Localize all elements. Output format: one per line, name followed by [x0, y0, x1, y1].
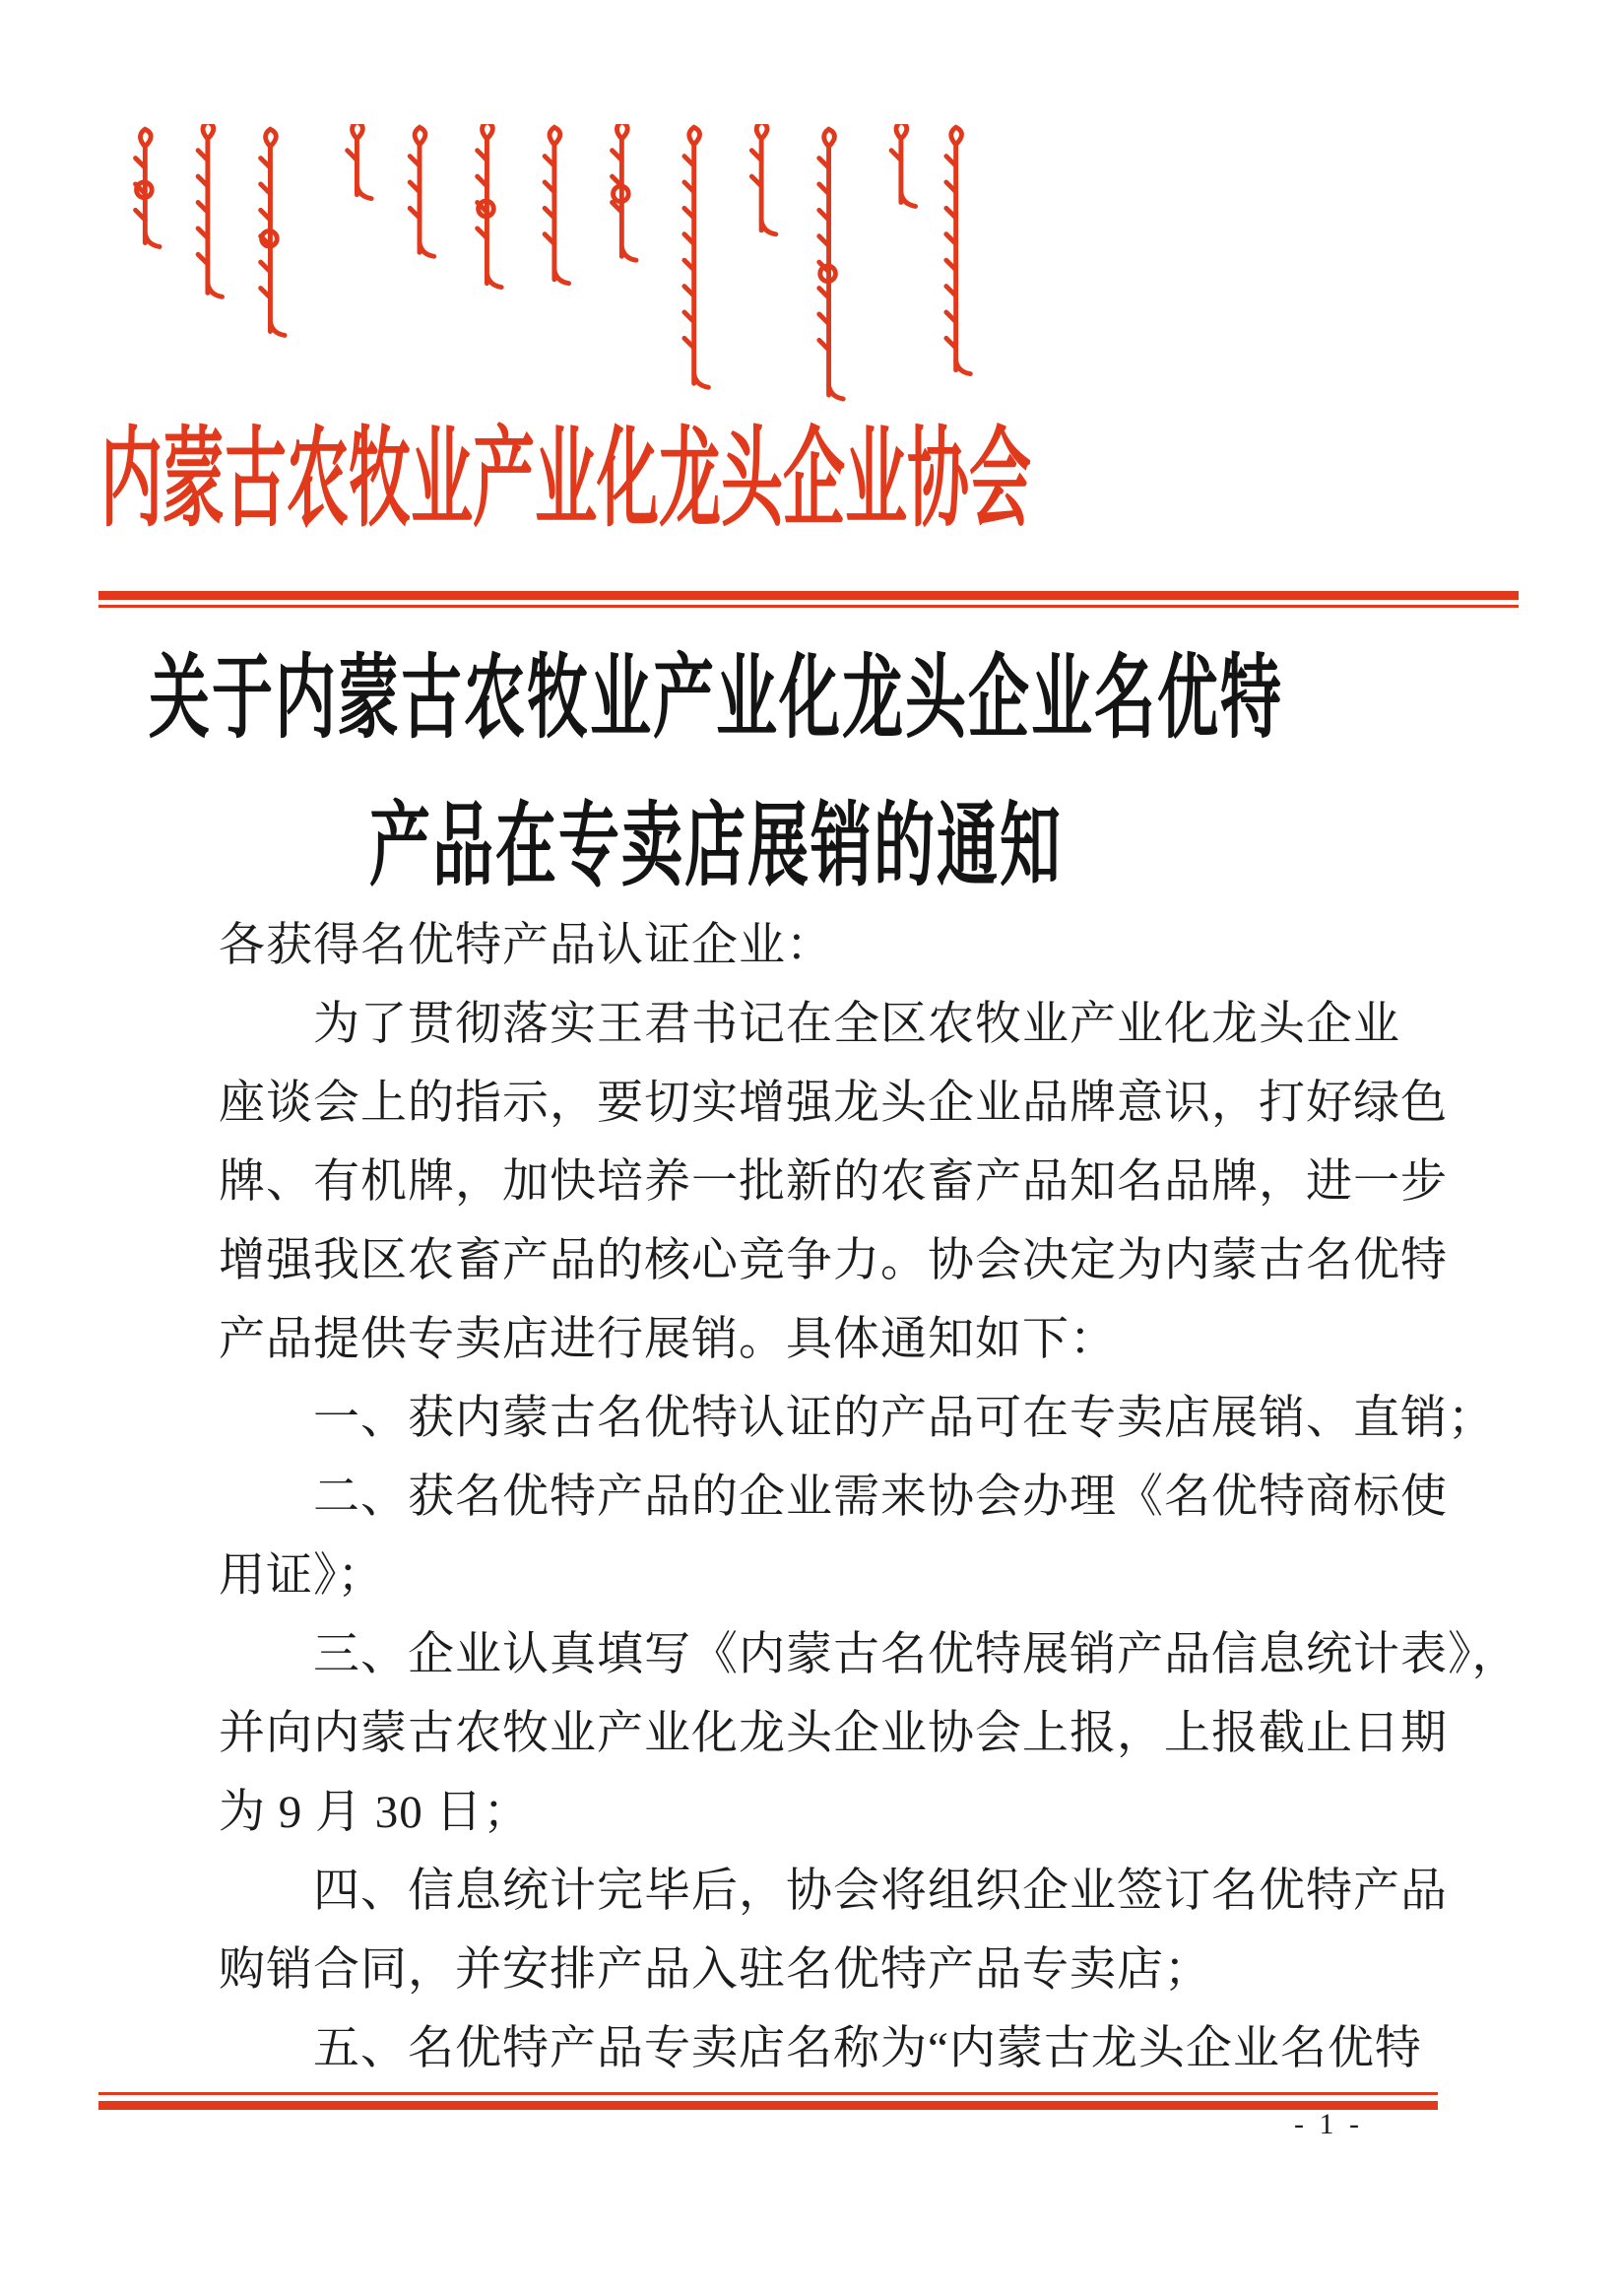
- association-name: 内蒙古农牧业产业化龙头企业协会: [100, 420, 1031, 541]
- body-line: 用证》；: [219, 1550, 385, 1602]
- doc-title-line1: 关于内蒙古农牧业产业化龙头企业名优特: [148, 649, 1283, 751]
- body-line: 并向内蒙古农牧业产业化龙头企业协会上报，上报截止日期: [219, 1708, 1448, 1759]
- body-line: 牌、有机牌，加快培养一批新的农畜产品知名品牌，进一步: [219, 1156, 1448, 1208]
- mongolian-script-decoration: [116, 124, 983, 410]
- page-number: - 1 -: [1294, 2108, 1363, 2140]
- mongolian-script-icon: [116, 124, 983, 410]
- body-line: 五、名优特产品专卖店名称为“内蒙古龙头企业名优特: [313, 2023, 1422, 2074]
- body-line: 三、企业认真填写《内蒙古名优特展销产品信息统计表》，: [313, 1629, 1520, 1680]
- masthead-rule-thick: [98, 591, 1519, 600]
- body-line: 为 9 月 30 日；: [219, 1787, 531, 1838]
- document-body: [219, 906, 1520, 2088]
- body-line: 各获得名优特产品认证企业：: [219, 920, 833, 971]
- footer-rule-thin: [98, 2092, 1438, 2095]
- body-line: 二、获名优特产品的企业需来协会办理《名优特商标使: [313, 1472, 1448, 1523]
- doc-title-line2: 产品在专卖店展销的通知: [368, 797, 1063, 898]
- body-line: 购销合同，并安排产品入驻名优特产品专卖店；: [219, 1944, 1211, 1996]
- body-line: 增强我区农畜产品的核心竞争力。协会决定为内蒙古名优特: [219, 1235, 1448, 1286]
- body-line: 为了贯彻落实王君书记在全区农牧业产业化龙头企业: [313, 999, 1400, 1050]
- body-line: 一、获内蒙古名优特认证的产品可在专卖店展销、直销；: [313, 1393, 1495, 1444]
- body-line: 座谈会上的指示，要切实增强龙头企业品牌意识，打好绿色: [219, 1078, 1448, 1129]
- masthead-rule-thin: [98, 605, 1519, 608]
- body-line: 产品提供专卖店进行展销。具体通知如下：: [219, 1314, 1117, 1365]
- footer-rule-thick: [98, 2101, 1438, 2110]
- body-line: 四、信息统计完毕后，协会将组织企业签订名优特产品: [313, 1866, 1448, 1917]
